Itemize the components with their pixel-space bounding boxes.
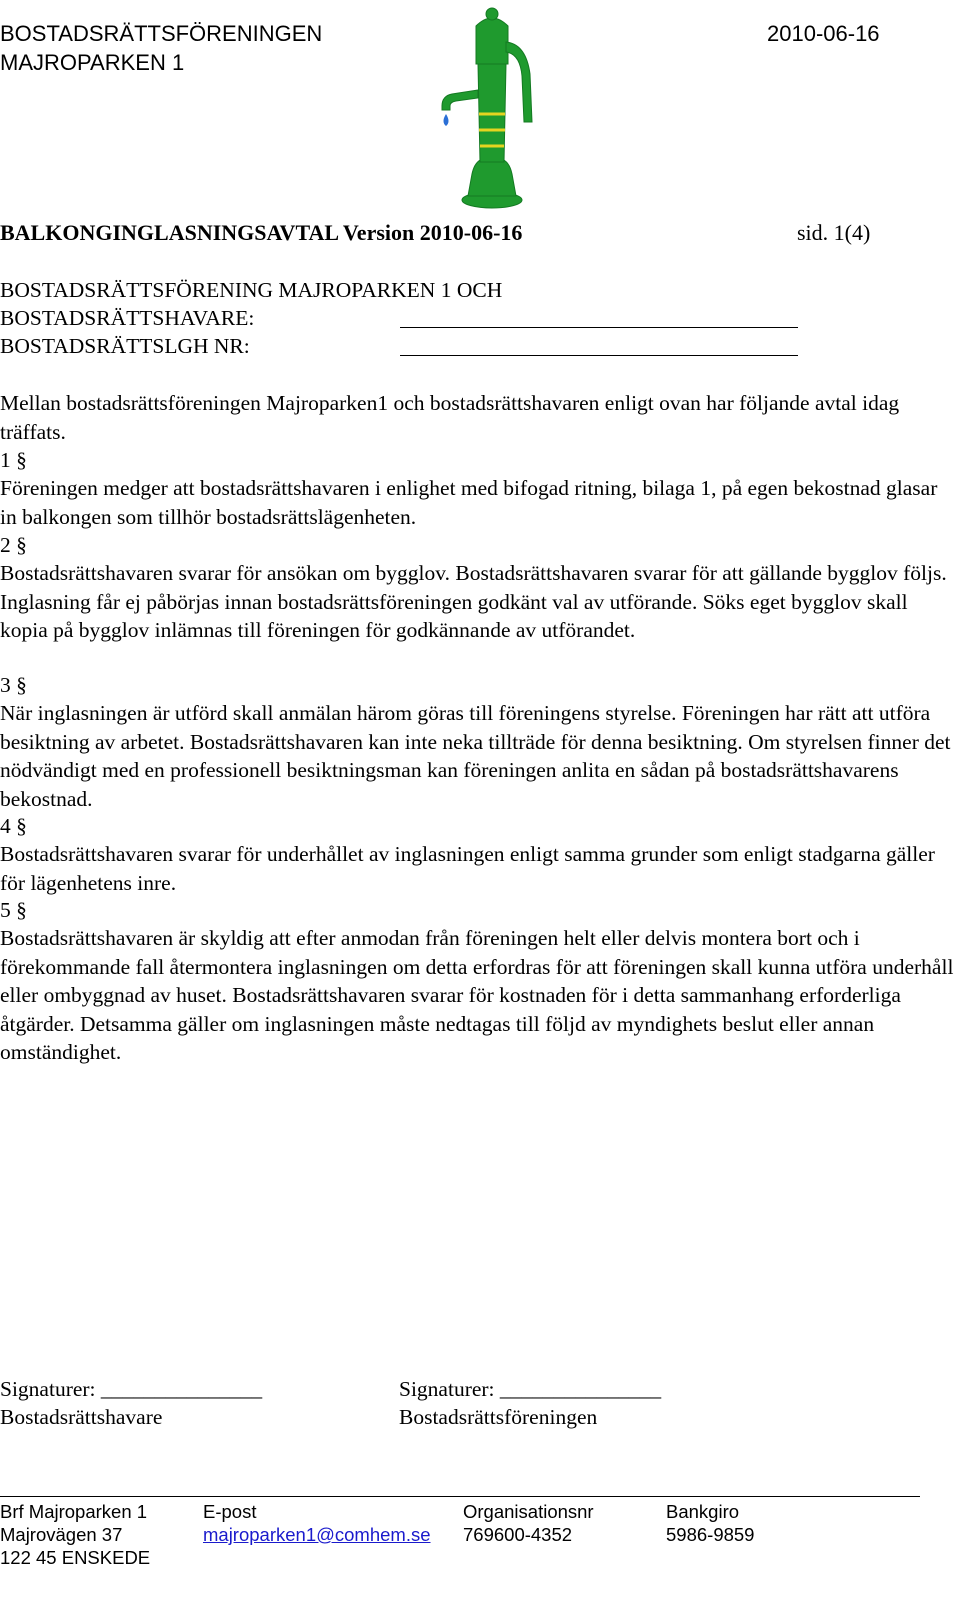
footer-street: Majrovägen 37 — [0, 1524, 123, 1545]
section-1-text: Föreningen medger att bostadsrättshavaren i enlighet med bifogad ritning, bilaga 1, på egen bekostnad glasar in balkongen som tillhör bostadsrättslägenheten. — [0, 476, 938, 529]
signature-owner-role: Bostadsrättshavare — [0, 1405, 163, 1429]
section-1-number: 1 § — [0, 448, 27, 472]
footer-bankgiro: 5986-9859 — [666, 1524, 755, 1545]
section-5-text: Bostadsrättshavaren är skyldig att efter anmodan från föreningen helt eller delvis montera bort och i förekommande fall återmontera inglasningen om detta erfordras för att föreningen skall kunna utföra underhåll eller ombyggnad av huset. Bostadsrättshavaren svarar för kostnaden för i detta sammanhang erforderliga åtgärder. Detsamma gäller om inglasningen måste nedtagas till följd av myndighets beslut eller annan omständighet. — [0, 926, 954, 1065]
org-name-line2: MAJROPARKEN 1 — [0, 50, 185, 75]
water-pump-icon — [432, 4, 542, 214]
footer-name: Brf Majroparken 1 — [0, 1501, 148, 1522]
parties-line1: BOSTADSRÄTTSFÖRENING MAJROPARKEN 1 OCH — [0, 278, 503, 302]
footer-bankgiro-label: Bankgiro — [666, 1501, 740, 1522]
header-date: 2010-06-16 — [767, 21, 880, 46]
section-3-number: 3 § — [0, 673, 27, 697]
footer-divider — [0, 1496, 920, 1497]
org-name-line1: BOSTADSRÄTTSFÖRENINGEN — [0, 21, 323, 46]
apartment-number-field[interactable] — [400, 355, 798, 356]
section-3-text: När inglasningen är utförd skall anmälan härom göras till föreningens styrelse. Föreningen har rätt att utföra besiktning av arbetet. Bostadsrättshavaren kan inte neka tillträde för denna besiktning. Om styrelsen finner det nödvändigt med en professionell besiktningsman kan föreningen anlita en sådan på bostadsrättshavarens bekostnad. — [0, 701, 951, 811]
parties-line3: BOSTADSRÄTTSLGH NR: — [0, 334, 250, 358]
footer-email-label: E-post — [203, 1501, 257, 1522]
owner-name-field[interactable] — [400, 327, 798, 328]
section-4-number: 4 § — [0, 814, 27, 838]
footer-orgnr-label: Organisationsnr — [463, 1501, 594, 1522]
section-5-number: 5 § — [0, 898, 27, 922]
section-4-text: Bostadsrättshavaren svarar för underhållet av inglasningen enligt samma grunder som enligt stadgarna gäller för lägenhetens inre. — [0, 842, 935, 895]
footer-postal: 122 45 ENSKEDE — [0, 1547, 151, 1568]
footer-orgnr: 769600-4352 — [463, 1524, 573, 1545]
footer-email-link[interactable]: majroparken1@comhem.se — [203, 1524, 431, 1545]
section-2-text: Bostadsrättshavaren svarar för ansökan om bygglov. Bostadsrättshavaren svarar för att gällande bygglov följs. Inglasning får ej påbörjas innan bostadsrättsföreningen godkänt val av utförande. Söks eget bygglov skall kopia på bygglov inlämnas till föreningen för godkännande av utförandet. — [0, 561, 947, 643]
signature-association-role: Bostadsrättsföreningen — [399, 1405, 598, 1429]
parties-line2: BOSTADSRÄTTSHAVARE: — [0, 306, 255, 330]
signature-owner-label[interactable]: Signaturer: _______________ — [0, 1377, 263, 1401]
section-2-number: 2 § — [0, 533, 27, 557]
document-title: BALKONGINGLASNINGSAVTAL Version 2010-06-16 — [0, 220, 523, 245]
intro-paragraph: Mellan bostadsrättsföreningen Majroparken1 och bostadsrättshavaren enligt ovan har följande avtal idag träffats. — [0, 391, 900, 444]
page-number: sid. 1(4) — [797, 220, 871, 245]
signature-association-label[interactable]: Signaturer: _______________ — [399, 1377, 662, 1401]
